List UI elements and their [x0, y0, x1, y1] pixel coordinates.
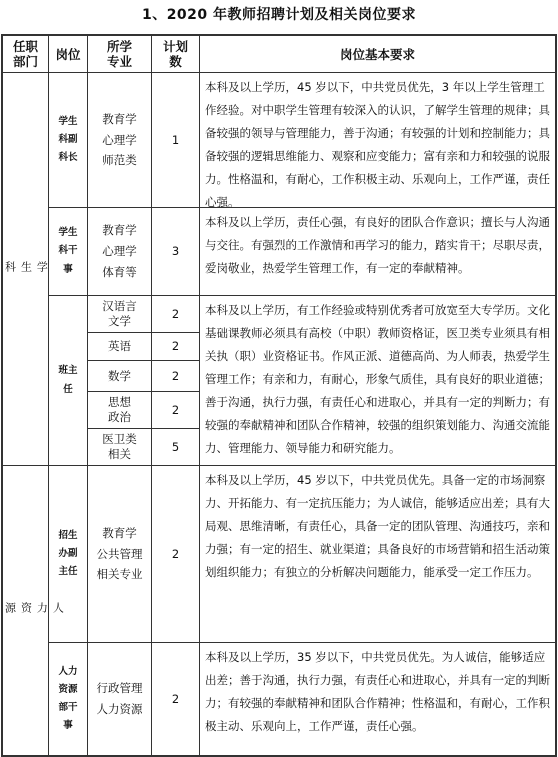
requirement-text: 本科及以上学历，35 岁以下，中共党员优先。为人诚信，能够适应出差；善于沟通，执行力强，有责任心和进取心，并具有一定的判断力；有较强的奉献精神和团队合作精神；性格温和，有耐心，工作积极主动、乐观向上，工作严谨，责任心强。 — [205, 650, 550, 733]
post-text: 班主 任 — [58, 365, 78, 395]
header-major — [87, 35, 152, 73]
count-cell — [151, 360, 200, 392]
major-text: 英语 — [108, 339, 131, 354]
post-text: 人力 资源 部干 事 — [58, 665, 78, 732]
header-count-text: 计划 数 — [162, 39, 188, 69]
major-cell — [87, 428, 152, 466]
count-cell — [151, 465, 200, 643]
requirement-text: 本科及以上学历，有工作经验或特别优秀者可放宽至大专学历。文化基础课教师必须具有高校（中职）教师资格证，医卫类专业须具有相关执（职）业资格证书。作风正派、道德高尚、为人师表，热爱学生管理工作；有亲和力，有耐心，形象气质佳，具有良好的职业道德；善于沟通，执行力强，有责任心和进取心，并具有一定的判断力；有较强的奉献精神和团队合作精神，较强的组织策划能力、沟通交流能力、管理能力、领导能力和研究能力。 — [205, 303, 550, 455]
count-cell — [151, 428, 200, 466]
dept-human-resources — [2, 465, 65, 756]
count-cell — [151, 295, 200, 333]
post-text: 招生 办副 主任 — [58, 529, 78, 578]
requirement-cell — [199, 465, 556, 643]
count-text: 5 — [171, 439, 180, 454]
count-text: 2 — [171, 546, 180, 561]
header-requirement-text: 岗位基本要求 — [339, 46, 415, 62]
header-post-text: 岗位 — [55, 46, 81, 62]
requirement-cell — [199, 207, 556, 296]
header-post — [48, 35, 88, 73]
major-cell — [87, 465, 152, 643]
major-cell — [87, 332, 152, 361]
requirement-cell — [199, 642, 556, 756]
post-cell — [48, 295, 88, 466]
major-text: 行政管理 人力资源 — [96, 681, 143, 716]
count-text: 2 — [171, 368, 180, 383]
post-cell — [48, 207, 88, 296]
count-cell — [151, 332, 200, 361]
major-text: 教育学 心理学 体育等 — [102, 223, 137, 279]
major-cell — [87, 295, 152, 333]
post-cell — [48, 72, 88, 208]
major-cell — [87, 72, 152, 208]
major-text: 医卫类 相关 — [102, 432, 137, 461]
count-cell — [151, 72, 200, 208]
requirement-text: 本科及以上学历，责任心强，有良好的团队合作意识；擅长与人沟通与交往。有强烈的工作激情和再学习的能力，踏实肯干；尽职尽责，爱岗敬业，热爱学生管理工作，有一定的奉献精神。 — [205, 215, 550, 275]
count-text: 2 — [171, 339, 180, 354]
major-text: 思想 政治 — [108, 395, 131, 424]
major-text: 教育学 心理学 师范类 — [102, 111, 137, 168]
major-cell — [87, 360, 152, 392]
header-dept-text: 任职 部门 — [12, 39, 38, 69]
requirement-text: 本科及以上学历，45 岁以下，中共党员优先，3 年以上学生管理工作经验。对中职学生管理有较深入的认识，了解学生管理的规律；具备较强的领导与管理能力，善于沟通；有较强的计划和控制能力；具备较强的逻辑思维能力、观察和应变能力；富有亲和力和较强的说服力。性格温和，有耐心，工作积极主动、乐观向上，工作严谨，责任心强。 — [205, 80, 550, 209]
count-cell — [151, 642, 200, 756]
count-cell — [151, 391, 200, 429]
post-cell — [48, 642, 88, 756]
requirement-text: 本科及以上学历，45 岁以下，中共党员优先。具备一定的市场洞察力、开拓能力、有一定抗压能力；为人诚信，能够适应出差；具有大局观、思维清晰，有责任心，具备一定的团队管理、沟通技巧，亲和力强；有一定的招生、就业渠道；具备良好的市场营销和招生活动策划组织能力；有独立的分析解决问题能力，能承受一定工作压力。 — [205, 473, 550, 579]
requirement-cell — [199, 295, 556, 466]
count-cell — [151, 207, 200, 296]
major-text: 汉语言 文学 — [102, 299, 137, 328]
dept-student-affairs — [2, 72, 49, 466]
count-text: 2 — [171, 306, 180, 321]
count-text: 3 — [171, 244, 180, 259]
major-text: 数学 — [108, 368, 131, 383]
requirement-cell — [199, 72, 556, 208]
header-requirement — [199, 35, 556, 73]
dept-human-resources-label: 人 力 资 源 — [3, 602, 65, 619]
header-count — [151, 35, 200, 73]
major-text: 教育学 公共管理 相关专业 — [96, 525, 143, 582]
header-dept — [2, 35, 49, 73]
post-cell — [48, 465, 88, 643]
dept-student-affairs-label: 学 生 科 — [3, 260, 49, 278]
major-cell — [87, 642, 152, 756]
major-cell — [87, 391, 152, 429]
header-major-text: 所学 专业 — [106, 39, 132, 69]
recruitment-table — [1, 34, 557, 757]
count-text: 2 — [171, 402, 180, 417]
post-text: 学生 科干 事 — [58, 227, 78, 275]
count-text: 1 — [171, 132, 180, 147]
page-title: 1、2020 年教师招聘计划及相关岗位要求 — [141, 7, 417, 23]
count-text: 2 — [171, 691, 180, 706]
major-cell — [87, 207, 152, 296]
post-text: 学生 科副 科长 — [58, 115, 78, 164]
